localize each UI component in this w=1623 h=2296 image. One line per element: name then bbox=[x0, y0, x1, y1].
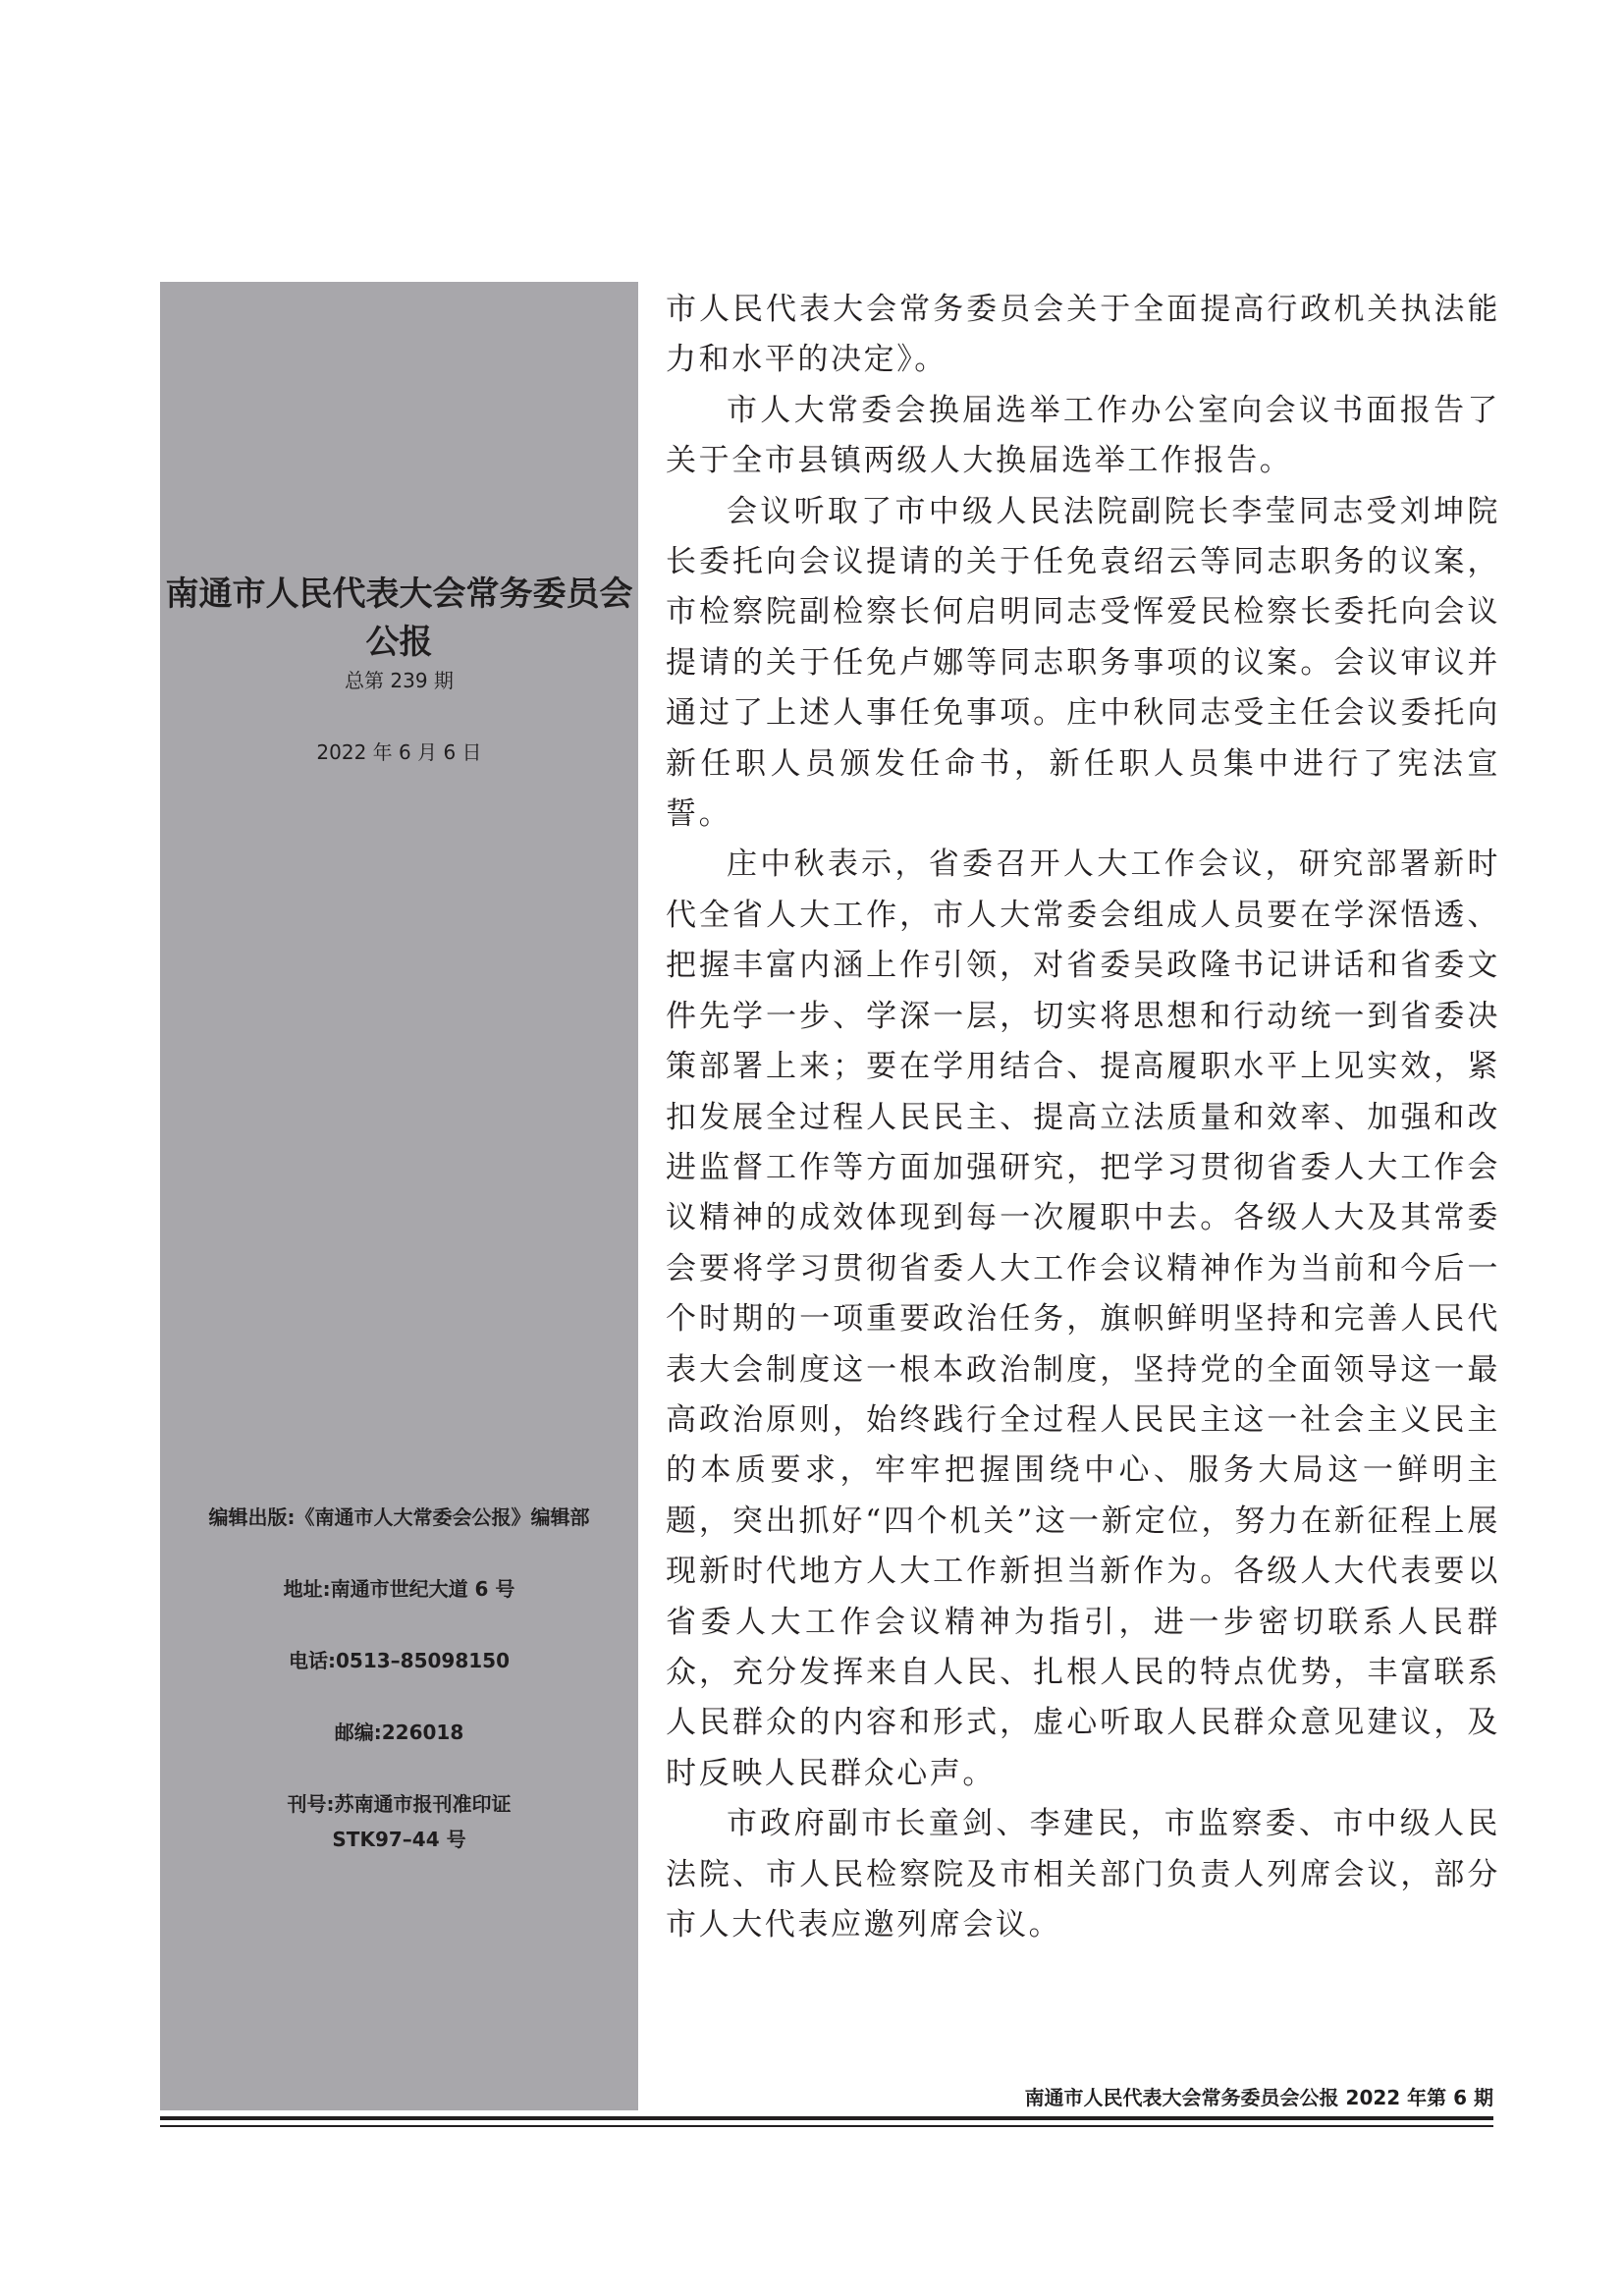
footer-rule-thin bbox=[160, 2125, 1493, 2127]
body-paragraph: 庄中秋表示，省委召开人大工作会议，研究部署新时代全省人大工作，市人大常委会组成人员要在学深悟透、把握丰富内涵上作引领，对省委吴政隆书记讲话和省委文件先学一步、学深一层，切实将思想和行动统一到省委决策部署上来；要在学用结合、提高履职水平上见实效，紧扣发展全过程人民民主、提高立法质量和效率、加强和改进监督工作等方面加强研究，把学习贯彻省委人大工作会议精神的成效体现到每一次履职中去。各级人大及其常委会要将学习贯彻省委人大工作会议精神作为当前和今后一个时期的一项重要政治任务，旗帜鲜明坚持和完善人民代表大会制度这一根本政治制度，坚持党的全面领导这一最高政治原则，始终践行全过程人民民主这一社会主义民主的本质要求，牢牢把握围绕中心、服务大局这一鲜明主题，突出抓好“四个机关”这一新定位，努力在新征程上展现新时代地方人大工作新担当新作为。各级人大代表要以省委人大工作会议精神为指引，进一步密切联系人民群众，充分发挥来自人民、扎根人民的特点优势，丰富联系人民群众的内容和形式，虚心听取人民群众意见建议，及时反映人民群众心声。 bbox=[666, 847, 1500, 1791]
running-footer: 南通市人民代表大会常务委员会公报 2022 年第 6 期 bbox=[1024, 2086, 1493, 2109]
footer-rule bbox=[160, 2116, 1493, 2120]
body-paragraph: 市人大常委会换届选举工作办公室向会议书面报告了关于全市县镇两级人大换届选举工作报告。 bbox=[666, 392, 1500, 479]
publication-title: 南通市人民代表大会常务委员会公报 bbox=[165, 574, 633, 662]
postcode-info: 邮编:226018 bbox=[334, 1721, 464, 1744]
license-number: STK97–44 号 bbox=[332, 1828, 466, 1851]
license-info: 刊号:苏南通市报刊准印证 bbox=[287, 1792, 512, 1816]
address-info: 地址:南通市世纪大道 6 号 bbox=[283, 1577, 515, 1601]
phone-info: 电话:0513–85098150 bbox=[289, 1649, 510, 1672]
publisher-info: 编辑出版:《南通市人大常委会公报》编辑部 bbox=[208, 1505, 590, 1529]
issue-number: 总第 239 期 bbox=[345, 669, 454, 692]
body-paragraph: 会议听取了市中级人民法院副院长李莹同志受刘坤院长委托向会议提请的关于任免袁绍云等同志职务的议案，市检察院副检察长何启明同志受恽爱民检察长委托向会议提请的关于任免卢娜等同志职务事项的议案。会议审议并通过了上述人事任免事项。庄中秋同志受主任会议委托向新任职人员颁发任命书，新任职人员集中进行了宪法宣誓。 bbox=[666, 493, 1500, 833]
body-paragraph: 市人民代表大会常务委员会关于全面提高行政机关执法能力和水平的决定》。 bbox=[666, 292, 1500, 378]
sidebar-panel bbox=[160, 282, 638, 2110]
issue-date: 2022 年 6 月 6 日 bbox=[316, 740, 482, 764]
body-paragraph: 市政府副市长童剑、李建民，市监察委、市中级人民法院、市人民检察院及市相关部门负责人列席会议，部分市人大代表应邀列席会议。 bbox=[666, 1806, 1500, 1942]
article-body bbox=[666, 285, 1500, 1950]
